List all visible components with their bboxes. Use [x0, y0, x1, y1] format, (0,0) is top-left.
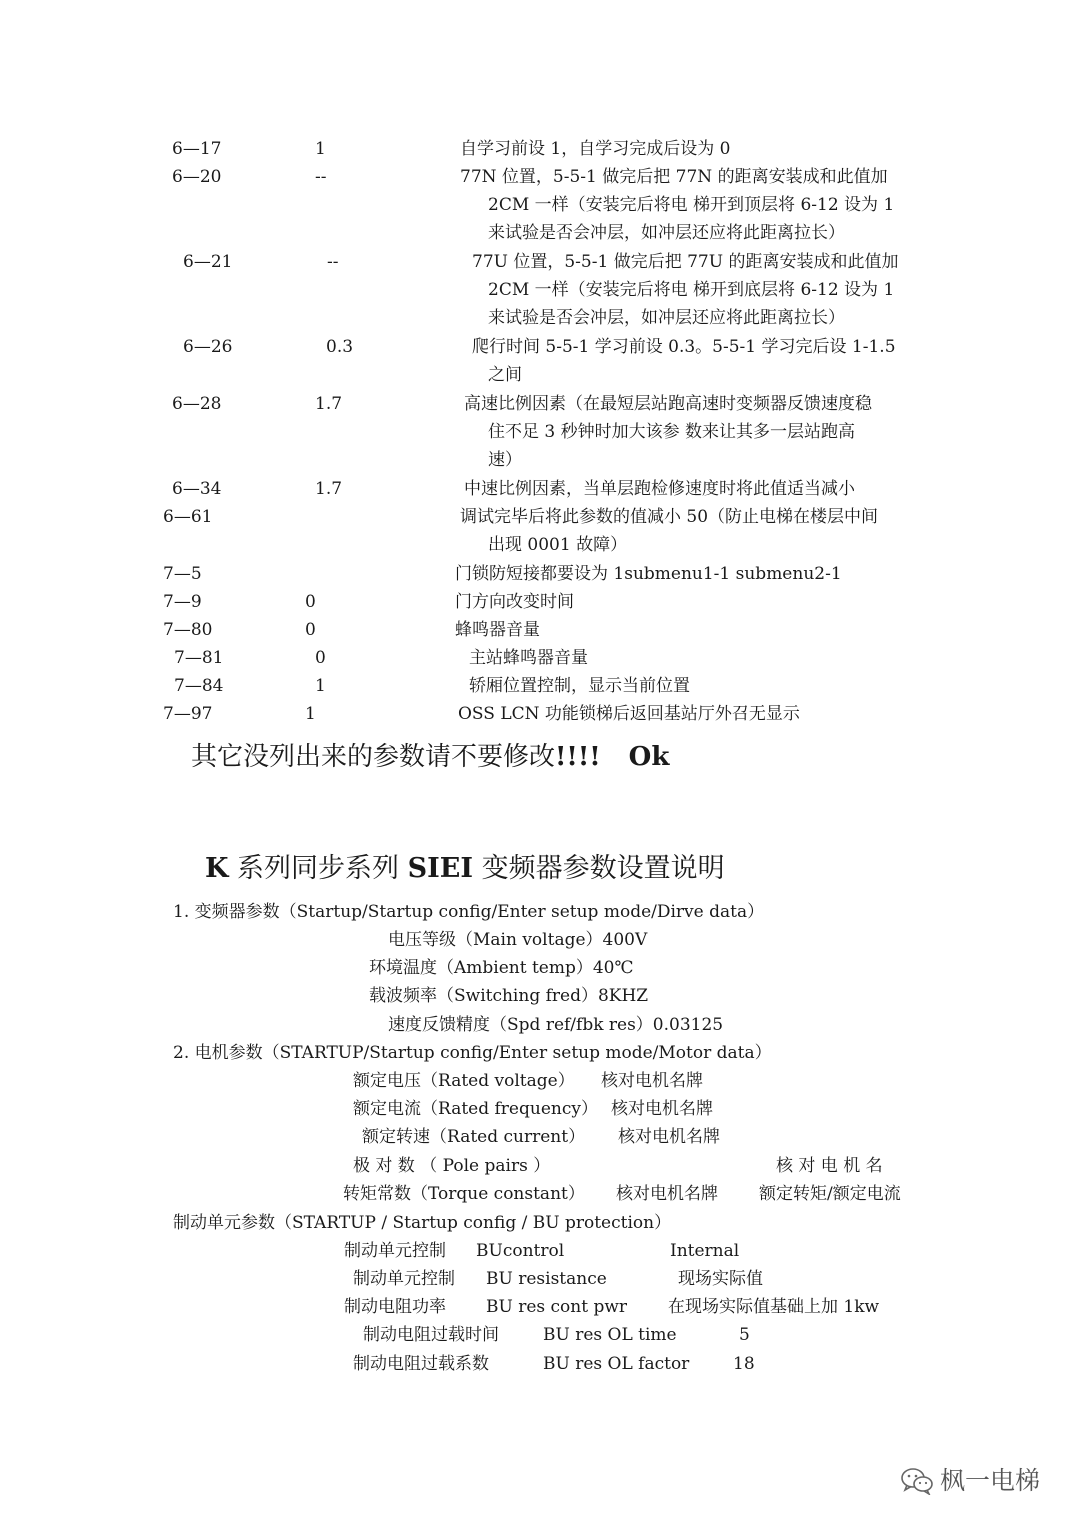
param-code: 6—17: [172, 139, 222, 159]
wechat-icon: [900, 1467, 934, 1495]
watermark-text: 枫一电梯: [940, 1466, 1041, 1495]
brake-param-cn: 制动单元控制: [353, 1269, 455, 1289]
param-value: 0.3: [326, 337, 354, 357]
param-desc-cont: 之间: [488, 365, 522, 385]
param-desc: 高速比例因素（在最短层站跑高速时变频器反馈速度稳: [464, 394, 872, 414]
param-desc: 轿厢位置控制，显示当前位置: [469, 676, 690, 696]
param-code: 7—80: [163, 620, 213, 640]
param-desc: 门方向改变时间: [455, 592, 574, 612]
param-desc: 77U 位置，5-5-1 做完后把 77U 的距离安装成和此值加: [472, 252, 899, 272]
motor-param-value: 核对电机名牌: [611, 1099, 713, 1119]
brake-param-cn: 制动电阻过载系数: [353, 1354, 489, 1374]
motor-param-label: 额定电流（Rated frequency）: [353, 1099, 598, 1119]
motor-param-extra: 额定转矩/额定电流: [759, 1184, 901, 1204]
drive-param-item: 电压等级（Main voltage）400V: [388, 930, 648, 950]
drive-param-item: 速度反馈精度（Spd ref/fbk res）0.03125: [388, 1015, 724, 1035]
brake-param-cn: 制动电阻功率: [344, 1297, 446, 1317]
param-desc: 自学习前设 1，自学习完成后设为 0: [460, 139, 731, 159]
motor-param-value: 核对电机名牌: [601, 1071, 703, 1091]
param-desc-cont: 2CM 一样（安装完后将电 梯开到顶层将 6-12 设为 1: [488, 195, 895, 215]
param-value: 1: [305, 704, 316, 724]
param-desc: 蜂鸣器音量: [455, 620, 540, 640]
motor-param-value: 核 对 电 机 名: [776, 1156, 883, 1176]
title-mid1: 系列同步系列: [228, 853, 408, 884]
motor-param-label: 额定电压（Rated voltage）: [353, 1071, 575, 1091]
param-code: 6—34: [172, 479, 222, 499]
param-code: 6—26: [183, 337, 233, 357]
param-desc-cont: 来试验是否会冲层，如冲层还应将此距离拉长）: [488, 308, 845, 328]
warning-text: 其它没列出来的参数请不要修改: [191, 742, 556, 772]
motor-param-label: 转矩常数（Torque constant）: [343, 1184, 585, 1204]
section-heading: 制动单元参数（STARTUP / Startup config / BU protection）: [173, 1213, 672, 1233]
brake-param-en: BUcontrol: [476, 1241, 565, 1261]
section-heading: 2. 电机参数（STARTUP/Startup config/Enter setup mode/Motor data）: [173, 1043, 772, 1063]
brake-param-en: BU resistance: [486, 1269, 607, 1289]
param-code: 7—84: [174, 676, 224, 696]
param-value: --: [327, 252, 339, 272]
brake-param-value: 在现场实际值基础上加 1kw: [668, 1297, 880, 1317]
param-desc: OSS LCN 功能锁梯后返回基站厅外召无显示: [458, 704, 800, 724]
param-value: 0: [305, 620, 316, 640]
param-value: --: [315, 167, 327, 187]
brake-param-value: 5: [739, 1325, 750, 1345]
title-mid2: 变频器参数设置说明: [472, 853, 725, 884]
param-code: 7—9: [163, 592, 202, 612]
motor-param-value: 核对电机名牌: [616, 1184, 718, 1204]
title-prefix: K: [205, 853, 229, 884]
param-desc-cont: 2CM 一样（安装完后将电 梯开到底层将 6-12 设为 1: [488, 280, 895, 300]
param-value: 1: [315, 676, 326, 696]
param-desc-cont: 住不足 3 秒钟时加大该参 数来让其多一层站跑高: [488, 422, 856, 442]
brake-param-value: 18: [733, 1354, 755, 1374]
brake-param-value: Internal: [670, 1241, 740, 1261]
param-value: 1.7: [315, 479, 343, 499]
watermark: [900, 1463, 1060, 1503]
param-desc-cont: 速）: [488, 450, 522, 470]
param-desc: 门锁防短接都要设为 1submenu1-1 submenu2-1: [455, 564, 842, 584]
param-desc: 爬行时间 5-5-1 学习前设 0.3。5-5-1 学习完后设 1-1.5: [472, 337, 896, 357]
param-desc-cont: 出现 0001 故障）: [488, 535, 628, 555]
page-title: [205, 851, 725, 887]
drive-param-item: 载波频率（Switching fred）8KHZ: [369, 986, 649, 1006]
param-code: 7—5: [163, 564, 202, 584]
param-desc: 主站蜂鸣器音量: [469, 648, 588, 668]
warning-marks: !!!!: [555, 742, 601, 772]
brake-param-cn: 制动单元控制: [344, 1241, 446, 1261]
param-code: 7—81: [174, 648, 224, 668]
param-code: 6—28: [172, 394, 222, 414]
section-heading: 1. 变频器参数（Startup/Startup config/Enter setup mode/Dirve data）: [173, 902, 765, 922]
brake-param-value: 现场实际值: [678, 1269, 763, 1289]
param-code: 7—97: [163, 704, 213, 724]
motor-param-value: 核对电机名牌: [618, 1127, 720, 1147]
param-value: 1.7: [315, 394, 343, 414]
param-value: 0: [315, 648, 326, 668]
param-code: 6—20: [172, 167, 222, 187]
param-value: 1: [315, 139, 326, 159]
brake-param-en: BU res OL factor: [543, 1354, 690, 1374]
brake-param-en: BU res cont pwr: [486, 1297, 628, 1317]
param-desc: 调试完毕后将此参数的值减小 50（防止电梯在楼层中间: [460, 507, 879, 527]
brake-param-cn: 制动电阻过载时间: [363, 1325, 499, 1345]
param-code: 6—21: [183, 252, 233, 272]
ok-label: Ok: [628, 742, 670, 772]
motor-param-label: 极 对 数 （ Pole pairs ）: [353, 1156, 551, 1176]
drive-param-item: 环境温度（Ambient temp）40℃: [369, 958, 634, 978]
brake-param-en: BU res OL time: [543, 1325, 677, 1345]
warning-line: [191, 740, 669, 774]
param-desc: 中速比例因素，当单层跑检修速度时将此值适当减小: [464, 479, 855, 499]
title-brand: SIEI: [407, 853, 473, 884]
motor-param-label: 额定转速（Rated current）: [362, 1127, 586, 1147]
param-desc-cont: 来试验是否会冲层，如冲层还应将此距离拉长）: [488, 223, 845, 243]
param-code: 6—61: [163, 507, 213, 527]
param-desc: 77N 位置，5-5-1 做完后把 77N 的距离安装成和此值加: [460, 167, 888, 187]
param-value: 0: [305, 592, 316, 612]
